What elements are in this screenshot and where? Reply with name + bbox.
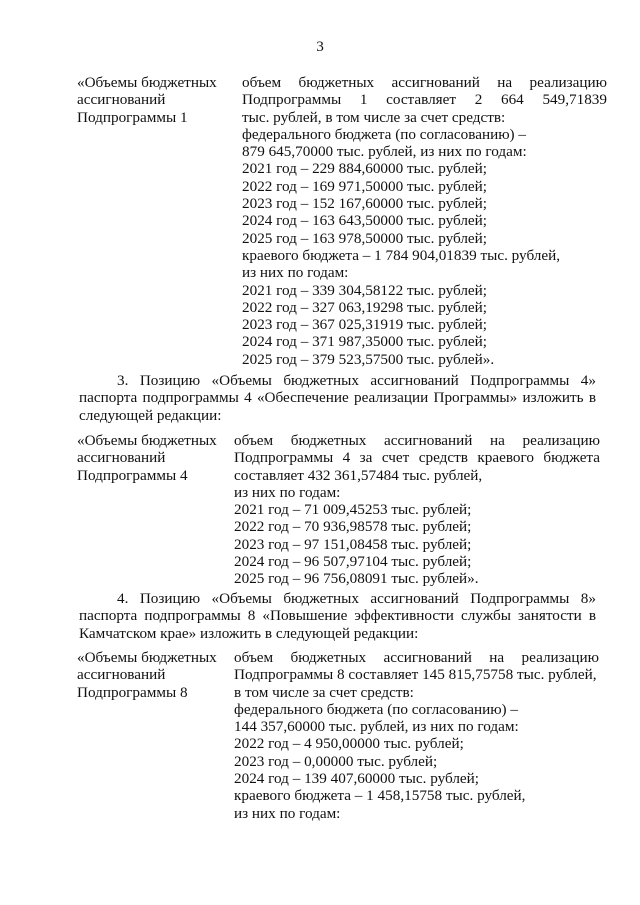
content-line: 2024 год – 371 987,35000 тыс. рублей; — [242, 333, 487, 351]
content-line: 2025 год – 379 523,57500 тыс. рублей». — [242, 350, 495, 368]
position-content — [242, 74, 607, 368]
position-label-line: «Объемы бюджетных — [77, 649, 217, 666]
content-line: Подпрограммы 1 составляет 2 664 549,71839 — [242, 91, 607, 109]
content-line: в том числе за счет средств: — [234, 683, 414, 701]
content-line: 2021 год – 339 304,58122 тыс. рублей; — [242, 281, 487, 299]
paragraph-line: 4. Позицию «Объемы бюджетных ассигнований Подпрограммы 8» — [117, 590, 596, 607]
content-line: 2022 год – 70 936,98578 тыс. рублей; — [234, 518, 472, 536]
content-line: федерального бюджета (по согласованию) – — [234, 700, 518, 718]
position-label — [77, 432, 231, 588]
content-line: 144 357,60000 тыс. рублей, из них по годам: — [234, 718, 519, 736]
position-label-line: Подпрограммы 8 — [77, 683, 188, 701]
content-line: Подпрограммы 4 за счет средств краевого бюджета — [234, 449, 600, 467]
amendment-paragraph-3 — [79, 372, 596, 424]
paragraph-line: Камчатском крае» изложить в следующей редакции: — [79, 624, 419, 642]
position-label-line: «Объемы бюджетных — [77, 74, 217, 91]
content-line: 2023 год – 367 025,31919 тыс. рублей; — [242, 316, 487, 334]
position-content — [234, 649, 599, 822]
content-line: 2025 год – 163 978,50000 тыс. рублей; — [242, 229, 487, 247]
content-line: из них по годам: — [234, 804, 341, 822]
budget-row — [0, 432, 640, 588]
position-label-line: ассигнований — [77, 666, 166, 684]
content-line: из них по годам: — [242, 264, 349, 282]
content-line: 2024 год – 96 507,97104 тыс. рублей; — [234, 553, 472, 571]
position-label — [77, 74, 231, 368]
content-line: тыс. рублей, в том числе за счет средств: — [242, 108, 506, 126]
content-line: 2022 год – 4 950,00000 тыс. рублей; — [234, 735, 464, 753]
content-line: объем бюджетных ассигнований на реализацию — [234, 649, 599, 666]
content-line: федерального бюджета (по согласованию) – — [242, 125, 526, 143]
content-line: 2024 год – 139 407,60000 тыс. рублей; — [234, 770, 479, 788]
budget-block-subprogram-8 — [0, 649, 640, 822]
content-line: 879 645,70000 тыс. рублей, из них по годам: — [242, 143, 527, 161]
paragraph-line: паспорта подпрограммы 4 «Обеспечение реализации Программы» изложить в — [79, 389, 596, 407]
paragraph-line: паспорта подпрограммы 8 «Повышение эффективности службы занятости в — [79, 607, 596, 625]
paragraph-line: 3. Позицию «Объемы бюджетных ассигнований Подпрограммы 4» — [117, 372, 596, 389]
budget-block-subprogram-4 — [0, 432, 640, 588]
position-label-line: Подпрограммы 4 — [77, 466, 188, 484]
position-content — [234, 432, 600, 588]
content-line: из них по годам: — [234, 483, 341, 501]
position-label-line: «Объемы бюджетных — [77, 432, 217, 449]
content-line: краевого бюджета – 1 458,15758 тыс. рублей, — [234, 787, 526, 805]
budget-row — [0, 74, 640, 368]
amendment-paragraph-4 — [79, 590, 596, 642]
content-line: Подпрограммы 8 составляет 145 815,75758 тыс. рублей, — [234, 666, 597, 684]
content-line: краевого бюджета – 1 784 904,01839 тыс. рублей, — [242, 246, 561, 264]
budget-block-subprogram-1 — [0, 74, 640, 368]
content-line: составляет 432 361,57484 тыс. рублей, — [234, 466, 483, 484]
budget-row — [0, 649, 640, 822]
content-line: объем бюджетных ассигнований на реализацию — [234, 432, 600, 449]
content-line: 2023 год – 0,00000 тыс. рублей; — [234, 752, 438, 770]
content-line: 2025 год – 96 756,08091 тыс. рублей». — [234, 570, 479, 588]
position-label — [77, 649, 231, 822]
content-line: 2023 год – 97 151,08458 тыс. рублей; — [234, 535, 472, 553]
content-line: 2024 год – 163 643,50000 тыс. рублей; — [242, 212, 487, 230]
position-label-line: Подпрограммы 1 — [77, 108, 188, 126]
page-number: 3 — [316, 38, 324, 55]
position-label-line: ассигнований — [77, 91, 166, 109]
content-line: 2021 год – 71 009,45253 тыс. рублей; — [234, 501, 472, 519]
content-line: 2022 год – 169 971,50000 тыс. рублей; — [242, 177, 487, 195]
content-line: 2022 год – 327 063,19298 тыс. рублей; — [242, 298, 487, 316]
content-line: 2023 год – 152 167,60000 тыс. рублей; — [242, 195, 487, 213]
paragraph-line: следующей редакции: — [79, 406, 222, 424]
content-line: объем бюджетных ассигнований на реализацию — [242, 74, 607, 91]
position-label-line: ассигнований — [77, 449, 166, 467]
content-line: 2021 год – 229 884,60000 тыс. рублей; — [242, 160, 487, 178]
